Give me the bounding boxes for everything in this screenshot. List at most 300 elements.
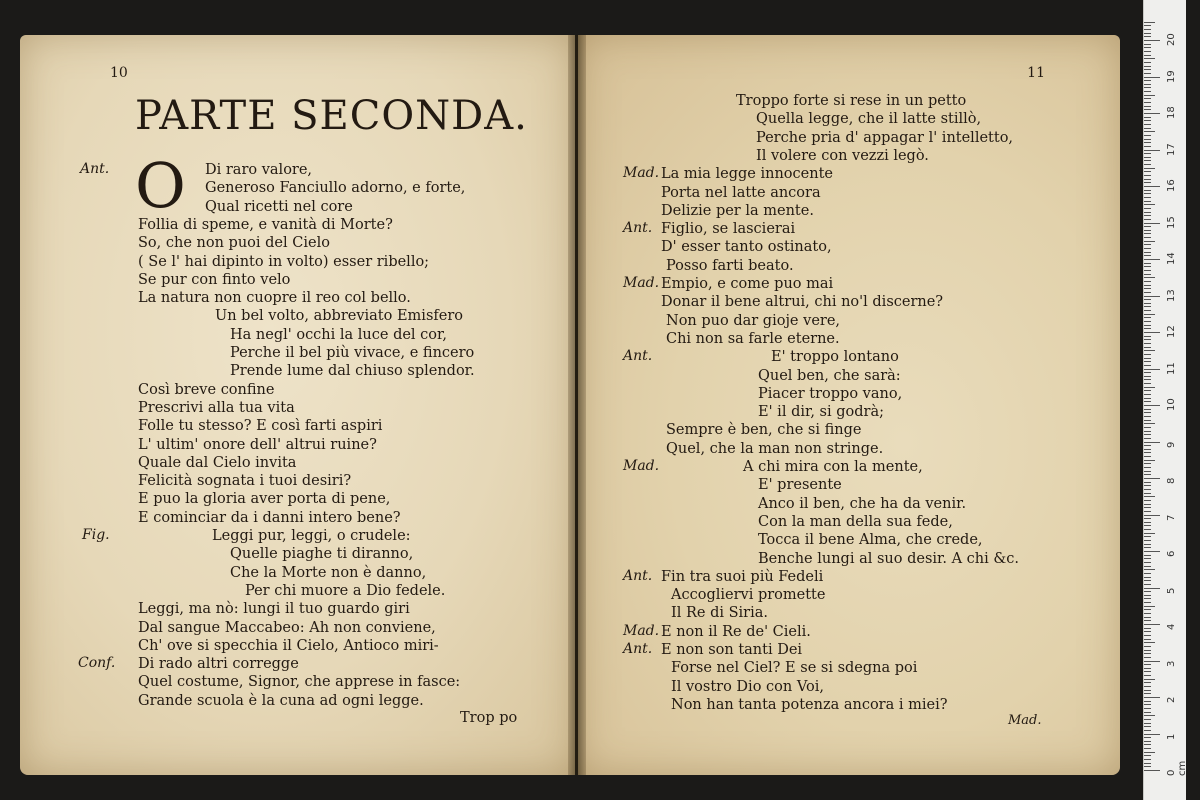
ruler-tick — [1144, 536, 1151, 537]
speaker-label: Mad. — [623, 165, 660, 182]
ruler-tick — [1144, 98, 1151, 99]
verse-line: Folle tu stesso? E così farti aspiri — [138, 418, 383, 435]
ruler-tick — [1144, 208, 1151, 209]
ruler-tick — [1144, 347, 1151, 348]
ruler-tick — [1144, 763, 1151, 764]
ruler-tick — [1144, 467, 1151, 468]
ruler-tick — [1144, 715, 1155, 716]
ruler-tick — [1144, 91, 1151, 92]
verse-line: Leggi pur, leggi, o crudele: — [212, 528, 411, 544]
ruler-tick — [1144, 350, 1155, 351]
ruler-tick — [1144, 759, 1151, 760]
verse-line: Di rado altri corregge — [138, 656, 299, 673]
ruler-tick — [1144, 726, 1151, 727]
ruler-tick — [1144, 485, 1151, 486]
ruler-tick — [1144, 358, 1151, 359]
ruler-tick — [1144, 186, 1160, 187]
verse-line: So, che non puoi del Cielo — [138, 235, 330, 252]
ruler-tick — [1144, 164, 1151, 165]
ruler-tick — [1144, 47, 1151, 48]
ruler-tick — [1144, 748, 1151, 749]
ruler-tick — [1144, 675, 1151, 676]
ruler-tick — [1144, 442, 1160, 443]
ruler-tick — [1144, 369, 1160, 370]
ruler-tick — [1144, 416, 1151, 417]
ruler-number: 17 — [1166, 142, 1177, 156]
ruler-tick — [1144, 263, 1151, 264]
book-gutter — [568, 35, 586, 775]
ruler-tick — [1144, 504, 1151, 505]
ruler-tick — [1144, 562, 1151, 563]
ruler-tick — [1144, 120, 1151, 121]
ruler-tick — [1144, 456, 1151, 457]
ruler-number: 11 — [1166, 361, 1177, 375]
ruler-tick — [1144, 515, 1160, 516]
ruler-tick — [1144, 372, 1151, 373]
ruler-tick — [1144, 704, 1151, 705]
ruler-tick — [1144, 420, 1151, 421]
ruler-tick — [1144, 522, 1151, 523]
ruler-tick — [1144, 478, 1160, 479]
ruler-tick — [1144, 296, 1160, 297]
ruler-tick — [1144, 237, 1151, 238]
ruler-number: 9 — [1166, 441, 1177, 448]
speaker-label: Mad. — [623, 622, 660, 639]
ruler-tick — [1144, 642, 1155, 643]
verse-line: Sempre è ben, che si finge — [666, 422, 862, 439]
verse-line: Felicità sognata i tuoi desiri? — [138, 473, 352, 490]
ruler-tick — [1144, 657, 1151, 658]
ruler-tick — [1144, 299, 1151, 300]
ruler-tick — [1144, 201, 1151, 202]
speaker-label: Ant. — [623, 567, 653, 584]
verse-line: Se pur con finto velo — [138, 271, 291, 288]
ruler-tick — [1144, 135, 1151, 136]
verse-line: E puo la gloria aver porta di pene, — [138, 491, 391, 508]
ruler-tick — [1144, 617, 1151, 618]
verse-line: Il volere con vezzi legò. — [756, 147, 929, 164]
ruler-tick — [1144, 766, 1151, 767]
ruler-tick — [1144, 624, 1160, 625]
ruler-number: 10 — [1166, 398, 1177, 411]
ruler-number: 4 — [1166, 623, 1177, 630]
ruler-tick — [1144, 544, 1151, 545]
verse-line: E' presente — [758, 477, 842, 494]
ruler-number: 6 — [1166, 550, 1177, 557]
ruler-tick — [1144, 712, 1151, 713]
verse-line: Generoso Fanciullo adorno, e forte, — [205, 180, 466, 197]
ruler-tick — [1144, 193, 1151, 194]
ruler-number: 5 — [1166, 587, 1177, 594]
ruler-tick — [1144, 328, 1151, 329]
verse-line: Tocca il bene Alma, che crede, — [758, 532, 983, 549]
verse-line: Per chi muore a Dio fedele. — [245, 582, 446, 599]
ruler-tick — [1144, 223, 1160, 224]
ruler-tick — [1144, 255, 1151, 256]
ruler-tick — [1144, 752, 1155, 753]
verse-line: L' ultim' onore dell' altrui ruine? — [138, 436, 377, 453]
ruler-tick — [1144, 401, 1151, 402]
ruler-tick — [1144, 102, 1151, 103]
speaker-label: Conf. — [78, 655, 116, 672]
ruler-tick — [1144, 22, 1155, 23]
speaker-label: Ant. — [623, 220, 653, 237]
ruler-tick — [1144, 525, 1151, 526]
ruler-number: 0 cm — [1166, 760, 1188, 776]
verse-line: Con la man della sua fede, — [758, 513, 953, 530]
ruler-tick — [1144, 755, 1151, 756]
verse-line: E non il Re de' Cieli. — [661, 623, 811, 640]
ruler-tick — [1144, 55, 1151, 56]
ruler-tick — [1144, 701, 1151, 702]
ruler-tick — [1144, 109, 1151, 110]
ruler-tick — [1144, 646, 1151, 647]
verse-line: La mia legge innocente — [661, 166, 833, 183]
ruler-tick — [1144, 73, 1151, 74]
ruler-tick — [1144, 259, 1160, 260]
ruler-tick — [1144, 460, 1155, 461]
ruler-tick — [1144, 737, 1151, 738]
ruler-tick — [1144, 25, 1151, 26]
ruler-tick — [1144, 664, 1151, 665]
verse-line: Dal sangue Maccabeo: Ah non conviene, — [138, 619, 436, 636]
verse-line: Forse nel Ciel? E se si sdegna poi — [671, 660, 918, 677]
ruler-tick — [1144, 661, 1160, 662]
ruler-tick — [1144, 117, 1151, 118]
verse-line: Ch' ove si specchia il Cielo, Antioco miri- — [138, 637, 439, 654]
verse-line: Benche lungi al suo desir. A chi &c. — [758, 550, 1019, 567]
speaker-label: Fig. — [82, 527, 110, 543]
ruler-tick — [1144, 547, 1151, 548]
ruler-tick — [1144, 427, 1151, 428]
ruler-tick — [1144, 573, 1151, 574]
ruler-tick — [1144, 51, 1151, 52]
verse-line: Porta nel latte ancora — [661, 184, 821, 201]
ruler-tick — [1144, 244, 1151, 245]
ruler-tick — [1144, 325, 1151, 326]
ruler-tick — [1144, 361, 1151, 362]
speaker-label: Mad. — [623, 458, 660, 474]
ruler-tick — [1144, 306, 1151, 307]
ruler-tick — [1144, 697, 1160, 698]
ruler-tick — [1144, 445, 1151, 446]
verse-line: Quella legge, che il latte stillò, — [756, 111, 982, 128]
ruler-tick — [1144, 168, 1155, 169]
ruler-tick — [1144, 529, 1151, 530]
ruler-tick — [1144, 379, 1151, 380]
ruler-tick — [1144, 482, 1151, 483]
verse-line: Qual ricetti nel core — [205, 198, 353, 215]
ruler-number: 18 — [1166, 106, 1177, 119]
ruler-tick — [1144, 496, 1155, 497]
ruler-number: 13 — [1166, 288, 1177, 302]
ruler-tick — [1144, 285, 1151, 286]
ruler-tick — [1144, 241, 1155, 242]
ruler-tick — [1144, 87, 1151, 88]
ruler-tick — [1144, 471, 1151, 472]
ruler-tick — [1144, 157, 1151, 158]
verse-line: E cominciar da i danni intero bene? — [138, 509, 401, 526]
verse-line: Prende lume dal chiuso splendor. — [230, 363, 475, 380]
ruler-tick — [1144, 438, 1151, 439]
ruler-tick — [1144, 44, 1151, 45]
ruler-tick — [1144, 723, 1151, 724]
ruler-tick — [1144, 551, 1160, 552]
verse-line: Piacer troppo vano, — [758, 385, 903, 402]
ruler-tick — [1144, 744, 1151, 745]
ruler-number: 2 — [1166, 696, 1177, 703]
ruler-tick — [1144, 606, 1155, 607]
ruler-tick — [1144, 277, 1155, 278]
ruler-tick — [1144, 690, 1151, 691]
open-book — [20, 35, 1120, 780]
ruler-tick — [1144, 270, 1151, 271]
ruler-number: 20 — [1166, 33, 1177, 46]
ruler-number: 8 — [1166, 477, 1177, 484]
ruler-number: 7 — [1166, 514, 1177, 521]
ruler-tick — [1144, 628, 1151, 629]
ruler-tick — [1144, 588, 1160, 589]
ruler-tick — [1144, 682, 1151, 683]
ruler-tick — [1144, 204, 1155, 205]
verse-line: Quale dal Cielo invita — [138, 454, 297, 471]
ruler-tick — [1144, 635, 1151, 636]
ruler-tick — [1144, 555, 1151, 556]
ruler-tick — [1144, 474, 1151, 475]
ruler-tick — [1144, 179, 1151, 180]
ruler-number: 14 — [1166, 252, 1177, 265]
ruler-tick — [1144, 215, 1151, 216]
verse-lines — [578, 35, 1120, 775]
ruler-tick — [1144, 708, 1151, 709]
ruler-tick — [1144, 423, 1155, 424]
ruler-tick — [1144, 233, 1151, 234]
verse-line: Follia di speme, e vanità di Morte? — [138, 216, 393, 233]
ruler-tick — [1144, 500, 1151, 501]
ruler-tick — [1144, 212, 1151, 213]
ruler-tick — [1144, 226, 1151, 227]
ruler-tick — [1144, 631, 1151, 632]
ruler-tick — [1144, 489, 1151, 490]
page-title: PARTE SECONDA. — [135, 93, 528, 139]
ruler-tick — [1144, 412, 1151, 413]
ruler-tick — [1144, 602, 1151, 603]
verse-line: La natura non cuopre il reo col bello. — [138, 290, 411, 307]
ruler-tick — [1144, 569, 1155, 570]
speaker-label: Ant. — [623, 641, 653, 657]
ruler-tick — [1144, 449, 1151, 450]
verse-line: Perche pria d' appagar l' intelletto, — [756, 129, 1014, 146]
ruler-tick — [1144, 146, 1151, 147]
ruler-tick — [1144, 197, 1151, 198]
right-page — [578, 35, 1120, 775]
ruler-tick — [1144, 248, 1151, 249]
ruler-tick — [1144, 354, 1151, 355]
verse-line: Perche il bel più vivace, e fincero — [230, 345, 475, 361]
verse-line: Quelle piaghe ti diranno, — [230, 546, 414, 563]
verse-line: Posso farti beato. — [666, 257, 794, 274]
ruler-number: 12 — [1166, 325, 1177, 338]
page-number: 10 — [110, 65, 128, 81]
verse-line: Quel, che la man non stringe. — [666, 440, 884, 457]
ruler-tick — [1144, 336, 1151, 337]
ruler-tick — [1144, 266, 1151, 267]
verse-line: Figlio, se lascierai — [661, 221, 796, 238]
ruler-tick — [1144, 598, 1151, 599]
ruler-tick — [1144, 679, 1155, 680]
ruler-tick — [1144, 150, 1160, 151]
ruler-tick — [1144, 394, 1151, 395]
verse-line: E non son tanti Dei — [661, 642, 803, 658]
ruler-tick — [1144, 719, 1151, 720]
ruler-tick — [1144, 84, 1151, 85]
ruler-tick — [1144, 431, 1151, 432]
ruler-tick — [1144, 182, 1151, 183]
ruler-tick — [1144, 292, 1151, 293]
ruler-tick — [1144, 734, 1160, 735]
ruler-tick — [1144, 106, 1151, 107]
ruler-tick — [1144, 124, 1151, 125]
verse-line: Fin tra suoi più Fedeli — [661, 568, 824, 585]
ruler-tick — [1144, 671, 1151, 672]
verse-line: E' troppo lontano — [771, 349, 899, 366]
ruler-number: 1 — [1166, 733, 1177, 740]
ruler-tick — [1144, 639, 1151, 640]
verse-line: Quel costume, Signor, che apprese in fasce: — [138, 674, 461, 691]
verse-line: Troppo forte si rese in un petto — [736, 93, 967, 109]
speaker-label: Ant. — [623, 348, 653, 365]
ruler-tick — [1144, 33, 1151, 34]
ruler-tick — [1144, 770, 1160, 771]
measurement-ruler — [1143, 0, 1186, 800]
ruler-tick — [1144, 390, 1151, 391]
ruler-number: 19 — [1166, 69, 1177, 83]
ruler-tick — [1144, 332, 1160, 333]
verse-line: ( Se l' hai dipinto in volto) esser ribello; — [138, 253, 430, 270]
ruler-tick — [1144, 77, 1160, 78]
ruler-tick — [1144, 595, 1151, 596]
ruler-tick — [1144, 95, 1155, 96]
verse-line: Grande scuola è la cuna ad ogni legge. — [138, 692, 424, 709]
ruler-tick — [1144, 281, 1151, 282]
ruler-tick — [1144, 409, 1151, 410]
drop-initial: O — [135, 149, 186, 222]
ruler-tick — [1144, 387, 1155, 388]
ruler-number: 15 — [1166, 215, 1177, 229]
verse-line: Accogliervi promette — [671, 587, 826, 604]
speaker-label: Ant. — [80, 161, 110, 177]
ruler-tick — [1144, 175, 1151, 176]
ruler-tick — [1144, 566, 1151, 567]
ruler-tick — [1144, 252, 1151, 253]
verse-line: Chi non sa farle eterne. — [666, 330, 840, 347]
ruler-tick — [1144, 507, 1151, 508]
ruler-tick — [1144, 36, 1151, 37]
ruler-tick — [1144, 171, 1151, 172]
verse-line: Anco il ben, che ha da venir. — [758, 495, 967, 512]
page-number: 11 — [1027, 65, 1045, 81]
ruler-tick — [1144, 317, 1151, 318]
left-page — [20, 35, 575, 775]
ruler-tick — [1144, 650, 1151, 651]
ruler-tick — [1144, 190, 1151, 191]
ruler-tick — [1144, 80, 1151, 81]
ruler-tick — [1144, 219, 1151, 220]
ruler-tick — [1144, 40, 1160, 41]
ruler-tick — [1144, 321, 1151, 322]
verse-line: Non han tanta potenza ancora i miei? — [671, 696, 948, 713]
ruler-tick — [1144, 131, 1155, 132]
ruler-tick — [1144, 463, 1151, 464]
ruler-tick — [1144, 365, 1151, 366]
ruler-tick — [1144, 58, 1155, 59]
verse-line: Delizie per la mente. — [661, 202, 814, 219]
verse-line: Così breve confine — [138, 381, 275, 398]
ruler-tick — [1144, 160, 1151, 161]
ruler-tick — [1144, 398, 1151, 399]
verse-line: Il Re di Siria. — [671, 605, 769, 622]
verse-line: A chi mira con la mente, — [743, 459, 923, 475]
ruler-tick — [1144, 558, 1151, 559]
ruler-tick — [1144, 113, 1160, 114]
ruler-tick — [1144, 405, 1160, 406]
ruler-tick — [1144, 693, 1151, 694]
ruler-tick — [1144, 741, 1151, 742]
ruler-tick — [1144, 533, 1155, 534]
verse-line: Un bel volto, abbreviato Emisfero — [215, 308, 463, 325]
verse-line: Ha negl' occhi la luce del cor, — [230, 326, 447, 343]
ruler-tick — [1144, 668, 1151, 669]
ruler-tick — [1144, 584, 1151, 585]
verse-line: Prescrivi alla tua vita — [138, 399, 295, 416]
ruler-tick — [1144, 730, 1151, 731]
catchword: Trop po — [460, 710, 518, 726]
ruler-tick — [1144, 153, 1151, 154]
ruler-tick — [1144, 580, 1151, 581]
ruler-tick — [1144, 314, 1155, 315]
ruler-tick — [1144, 620, 1151, 621]
ruler-tick — [1144, 230, 1151, 231]
ruler-tick — [1144, 493, 1151, 494]
ruler-tick — [1144, 128, 1151, 129]
ruler-tick — [1144, 653, 1151, 654]
ruler-tick — [1144, 613, 1151, 614]
ruler-number: 3 — [1166, 660, 1177, 667]
ruler-tick — [1144, 577, 1151, 578]
verse-line: Quel ben, che sarà: — [758, 367, 901, 384]
ruler-tick — [1144, 434, 1151, 435]
ruler-tick — [1144, 288, 1151, 289]
ruler-tick — [1144, 383, 1151, 384]
ruler-tick — [1144, 29, 1151, 30]
verse-line: Leggi, ma nò: lungi il tuo guardo giri — [138, 601, 410, 618]
verse-line: D' esser tanto ostinato, — [661, 239, 832, 256]
ruler-tick — [1144, 303, 1151, 304]
ruler-tick — [1144, 139, 1151, 140]
verse-line: Di raro valore, — [205, 162, 313, 178]
speaker-label: Mad. — [623, 275, 660, 291]
verse-line: E' il dir, si godrà; — [758, 404, 884, 421]
ruler-tick — [1144, 511, 1151, 512]
ruler-tick — [1144, 518, 1151, 519]
verse-line: Donar il bene altrui, chi no'l discerne? — [661, 294, 944, 311]
catchword: Mad. — [1008, 713, 1042, 728]
ruler-tick — [1144, 339, 1151, 340]
ruler-tick — [1144, 274, 1151, 275]
verse-lines — [20, 35, 575, 775]
ruler-tick — [1144, 591, 1151, 592]
ruler-tick — [1144, 142, 1151, 143]
